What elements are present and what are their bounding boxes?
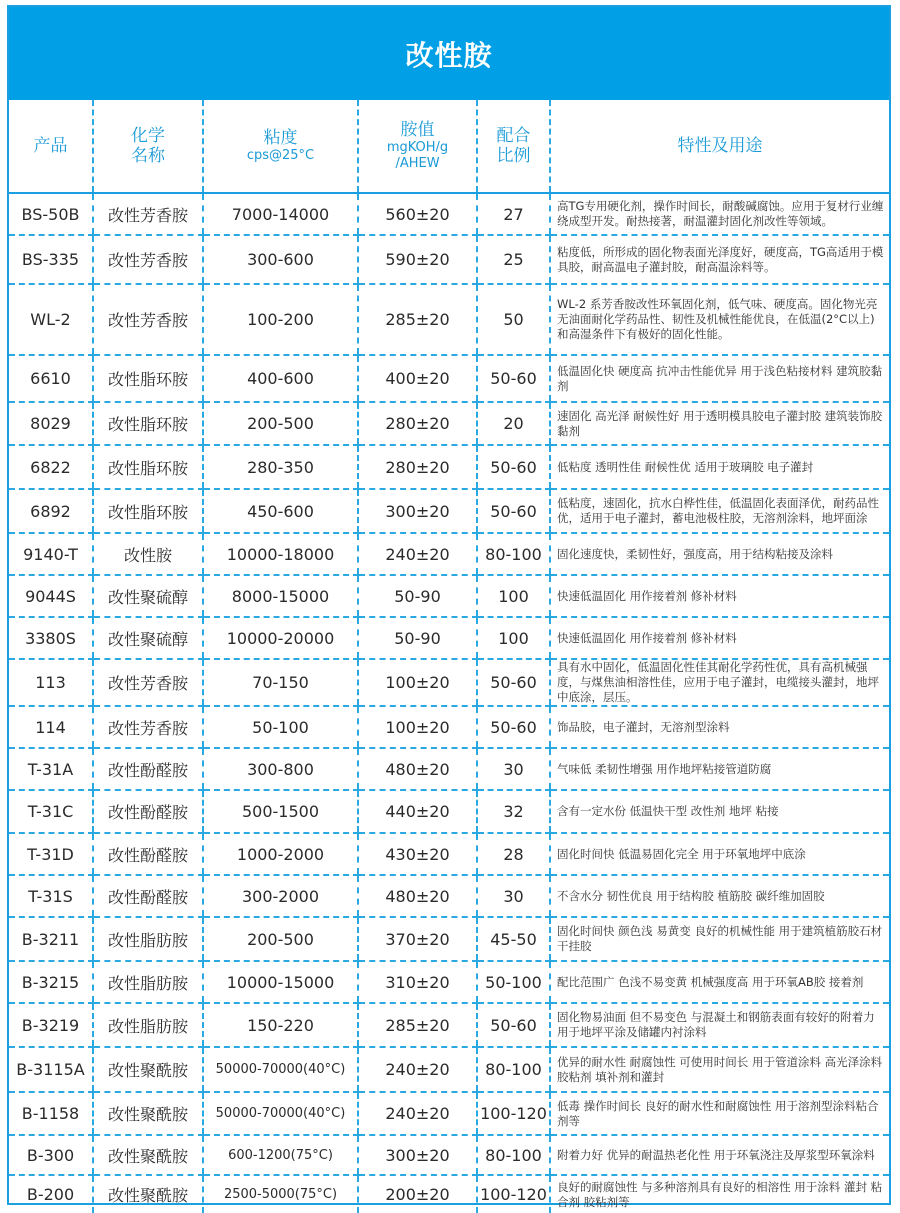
viscosity-cell: 10000-15000 [203,961,358,1003]
viscosity-cell: 150-220 [203,1003,358,1047]
properties-cell: 饰品胶，电子灌封，无溶剂型涂料 [550,706,889,748]
header-ratio-line1: 配合 [496,126,531,146]
ratio-cell: 50-100 [477,961,550,1003]
viscosity-cell: 70-150 [203,659,358,706]
chem-name-cell: 改性聚硫醇 [93,617,203,659]
header-amine-label: 胺值 [400,120,435,140]
properties-cell: 快速低温固化 用作接着剂 修补材料 [550,575,889,617]
ratio-cell: 50 [477,284,550,355]
product-cell: B-3215 [9,961,93,1003]
table-header-row [9,100,889,193]
product-sheet [7,5,891,1209]
properties-cell: 低粘度，速固化，抗水白桦性佳，低温固化表面泽优，耐药品性优，适用于电子灌封，蓄电池极柱胶，无溶剂涂料，地坪面涂 [550,489,889,533]
chem-name-cell: 改性芳香胺 [93,193,203,235]
header-chem-name-line1: 化学 [131,126,165,146]
amine-value-cell: 50-90 [358,617,477,659]
chem-name-cell: 改性酚醛胺 [93,748,203,790]
ratio-cell: 100 [477,617,550,659]
product-table [9,100,889,1213]
properties-cell: 高TG专用硬化剂，操作时间长，耐酸碱腐蚀。应用于复材行业缠绕成型开发。耐热接著，耐温灌封固化剂改性等领域。 [550,193,889,235]
chem-name-cell: 改性酚醛胺 [93,875,203,917]
properties-cell: 快速低温固化 用作接着剂 修补材料 [550,617,889,659]
header-amine-unit2: /AHEW [395,156,440,171]
product-cell: T-31D [9,833,93,875]
amine-value-cell: 100±20 [358,706,477,748]
properties-cell: 配比范围广 色浅不易变黄 机械强度高 用于环氧AB胶 接着剂 [550,961,889,1003]
product-cell: 9044S [9,575,93,617]
viscosity-cell: 300-600 [203,235,358,284]
header-amine-unit1: mgKOH/g [386,140,449,155]
ratio-cell: 25 [477,235,550,284]
product-cell: 9140-T [9,533,93,575]
table-row [9,659,889,706]
properties-cell: 粘度低，所形成的固化物表面光泽度好，硬度高，TG高适用于模具胶，耐高温电子灌封胶，耐高温涂料等。 [550,235,889,284]
table-row [9,875,889,917]
table-row [9,1135,889,1175]
amine-value-cell: 400±20 [358,355,477,402]
properties-cell: 气味低 柔韧性增强 用作地坪粘接管道防腐 [550,748,889,790]
chem-name-cell: 改性聚酰胺 [93,1092,203,1135]
viscosity-cell: 1000-2000 [203,833,358,875]
chem-name-cell: 改性脂环胺 [93,489,203,533]
ratio-cell: 50-60 [477,489,550,533]
product-cell: 6610 [9,355,93,402]
chem-name-cell: 改性酚醛胺 [93,833,203,875]
viscosity-cell: 200-500 [203,402,358,445]
chem-name-cell: 改性芳香胺 [93,706,203,748]
viscosity-cell: 600-1200(75°C) [203,1135,358,1175]
amine-value-cell: 480±20 [358,875,477,917]
product-cell: 6822 [9,445,93,489]
chem-name-cell: 改性脂环胺 [93,445,203,489]
header-amine-value [358,100,477,193]
ratio-cell: 50-60 [477,659,550,706]
product-cell: B-200 [26,1185,75,1204]
viscosity-cell: 500-1500 [203,790,358,833]
amine-value-cell: 285±20 [358,1003,477,1047]
properties-cell: 低温固化快 硬度高 抗冲击性能优异 用于浅色粘接材料 建筑胶黏剂 [550,355,889,402]
amine-value-cell: 440±20 [358,790,477,833]
chem-name-cell: 改性芳香胺 [93,284,203,355]
chem-name-cell: 改性聚酰胺 [93,1047,203,1092]
header-viscosity [203,100,358,193]
viscosity-cell: 300-2000 [203,875,358,917]
header-ratio [477,100,550,193]
viscosity-cell: 10000-18000 [203,533,358,575]
chem-name-cell: 改性酚醛胺 [93,790,203,833]
chem-name-cell: 改性脂肪胺 [93,1003,203,1047]
header-viscosity-unit: cps@25°C [246,148,315,163]
product-cell: B-1158 [9,1092,93,1135]
amine-value-cell: 280±20 [358,402,477,445]
product-cell: WL-2 [9,284,93,355]
amine-value-cell: 240±20 [358,533,477,575]
page-title: 改性胺 [9,7,889,100]
product-cell: 113 [9,659,93,706]
ratio-cell: 50-60 [477,706,550,748]
viscosity-cell: 100-200 [203,284,358,355]
header-chem-name-line2: 名称 [131,146,165,166]
amine-value-cell: 100±20 [358,659,477,706]
viscosity-cell: 50000-70000(40°C) [203,1047,358,1092]
viscosity-cell: 450-600 [203,489,358,533]
ratio-cell: 27 [477,193,550,235]
chem-name-cell: 改性聚酰胺 [93,1175,203,1213]
chem-name-cell: 改性聚酰胺 [93,1135,203,1175]
ratio-cell: 20 [477,402,550,445]
properties-cell: 固化时间快 低温易固化完全 用于环氧地坪中底涂 [550,833,889,875]
ratio-cell: 100 [477,575,550,617]
table-row [9,575,889,617]
properties-cell: 速固化 高光泽 耐候性好 用于透明模具胶电子灌封胶 建筑装饰胶黏剂 [550,402,889,445]
header-chem-name [93,100,203,193]
amine-value-cell: 240±20 [358,1092,477,1135]
chem-name-cell: 改性胺 [93,533,203,575]
product-cell: B-3219 [9,1003,93,1047]
viscosity-cell: 2500-5000(75°C) [203,1175,358,1213]
properties-cell: 具有水中固化，低温固化性佳其耐化学药性优，具有高机械强度，与煤焦油相溶性佳，应用于电子灌封，电缆接头灌封，地坪中底涂，层压。 [550,659,889,706]
product-cell: T-31C [9,790,93,833]
amine-value-cell: 50-90 [358,575,477,617]
ratio-cell: 50-60 [477,445,550,489]
table-row [9,917,889,961]
chem-name-cell: 改性聚硫醇 [93,575,203,617]
viscosity-cell: 50000-70000(40°C) [203,1092,358,1135]
table-row [9,445,889,489]
product-cell: B-3115A [9,1047,93,1092]
amine-value-cell: 240±20 [358,1047,477,1092]
properties-cell: 良好的耐腐蚀性 与多种溶剂具有良好的相溶性 用于涂料 灌封 粘合剂 胶粘剂等 [550,1175,889,1213]
viscosity-cell: 300-800 [203,748,358,790]
properties-cell: 不含水分 韧性优良 用于结构胶 植筋胶 碳纤维加固胶 [550,875,889,917]
chem-name-cell: 改性脂环胺 [93,355,203,402]
ratio-cell: 50-60 [477,355,550,402]
ratio-cell: 28 [477,833,550,875]
header-ratio-line2: 比例 [496,146,531,166]
amine-value-cell: 300±20 [358,489,477,533]
table-row [9,1092,889,1135]
ratio-cell: 100-120 [477,1092,550,1135]
amine-value-cell: 280±20 [358,445,477,489]
header-viscosity-label: 粘度 [263,128,298,148]
table-row [9,284,889,355]
ratio-cell: 100-120 [477,1175,550,1213]
properties-cell: 含有一定水份 低温快干型 改性剂 地坪 粘接 [550,790,889,833]
properties-cell: 固化物易油面 但不易变色 与混凝土和钢筋表面有较好的附着力 用于地坪平涂及储罐内衬涂料 [550,1003,889,1047]
amine-value-cell: 430±20 [358,833,477,875]
ratio-cell: 80-100 [477,1047,550,1092]
table-row [9,961,889,1003]
chem-name-cell: 改性脂环胺 [93,402,203,445]
amine-value-cell: 200±20 [358,1175,477,1213]
product-cell: BS-335 [9,235,93,284]
product-cell: T-31A [9,748,93,790]
viscosity-cell: 50-100 [203,706,358,748]
viscosity-cell: 7000-14000 [203,193,358,235]
amine-value-cell: 560±20 [358,193,477,235]
amine-value-cell: 370±20 [358,917,477,961]
viscosity-cell: 8000-15000 [203,575,358,617]
amine-value-cell: 590±20 [358,235,477,284]
properties-cell: WL‐2 系芳香胺改性环氧固化剂，低气味、硬度高。固化物光亮无油面耐化学药品性、韧性及机械性能优良，在低温(2°C以上)和高湿条件下有极好的固化性能。 [550,284,889,355]
table-row [9,1003,889,1047]
viscosity-cell: 280-350 [203,445,358,489]
properties-cell: 固化时间快 颜色浅 易黄变 良好的机械性能 用于建筑植筋胶石材干挂胶 [550,917,889,961]
table-row [9,489,889,533]
table-row [9,790,889,833]
chem-name-cell: 改性脂肪胺 [93,961,203,1003]
ratio-cell: 80-100 [477,1135,550,1175]
chem-name-cell: 改性芳香胺 [93,235,203,284]
product-cell: 8029 [9,402,93,445]
table-row [9,833,889,875]
viscosity-cell: 10000-20000 [203,617,358,659]
table-row [9,1047,889,1092]
table-row [9,193,889,235]
table-row [9,402,889,445]
table-row [9,235,889,284]
amine-value-cell: 300±20 [358,1135,477,1175]
amine-value-cell: 310±20 [358,961,477,1003]
product-cell: 3380S [9,617,93,659]
viscosity-cell: 200-500 [203,917,358,961]
ratio-cell: 45-50 [477,917,550,961]
ratio-cell: 50-60 [477,1003,550,1047]
properties-cell: 固化速度快，柔韧性好，强度高，用于结构粘接及涂料 [550,533,889,575]
product-cell: B-300 [9,1135,93,1175]
header-properties: 特性及用途 [550,100,889,193]
ratio-cell: 30 [477,875,550,917]
properties-cell: 低毒 操作时间长 良好的耐水性和耐腐蚀性 用于溶剂型涂料粘合剂等 [550,1092,889,1135]
product-cell: T-31S [9,875,93,917]
properties-cell: 附着力好 优异的耐温热老化性 用于环氧浇注及厚浆型环氧涂料 [550,1135,889,1175]
product-cell: 114 [9,706,93,748]
chem-name-cell: 改性脂肪胺 [93,917,203,961]
table-row [9,706,889,748]
properties-cell: 低粘度 透明性佳 耐候性优 适用于玻璃胶 电子灌封 [550,445,889,489]
amine-value-cell: 285±20 [358,284,477,355]
table-row [9,533,889,575]
product-cell: BS-50B [9,193,93,235]
table-row [9,355,889,402]
header-product: 产品 [9,100,93,193]
product-cell: 6892 [9,489,93,533]
chem-name-cell: 改性芳香胺 [93,659,203,706]
ratio-cell: 30 [477,748,550,790]
table-row [9,617,889,659]
viscosity-cell: 400-600 [203,355,358,402]
table-row [9,748,889,790]
ratio-cell: 80-100 [477,533,550,575]
table-row [9,1175,889,1213]
ratio-cell: 32 [477,790,550,833]
product-cell: B-3211 [9,917,93,961]
properties-cell: 优异的耐水性 耐腐蚀性 可使用时间长 用于管道涂料 高光泽涂料胶粘剂 填补剂和灌封 [550,1047,889,1092]
table-body [9,193,889,1213]
amine-value-cell: 480±20 [358,748,477,790]
